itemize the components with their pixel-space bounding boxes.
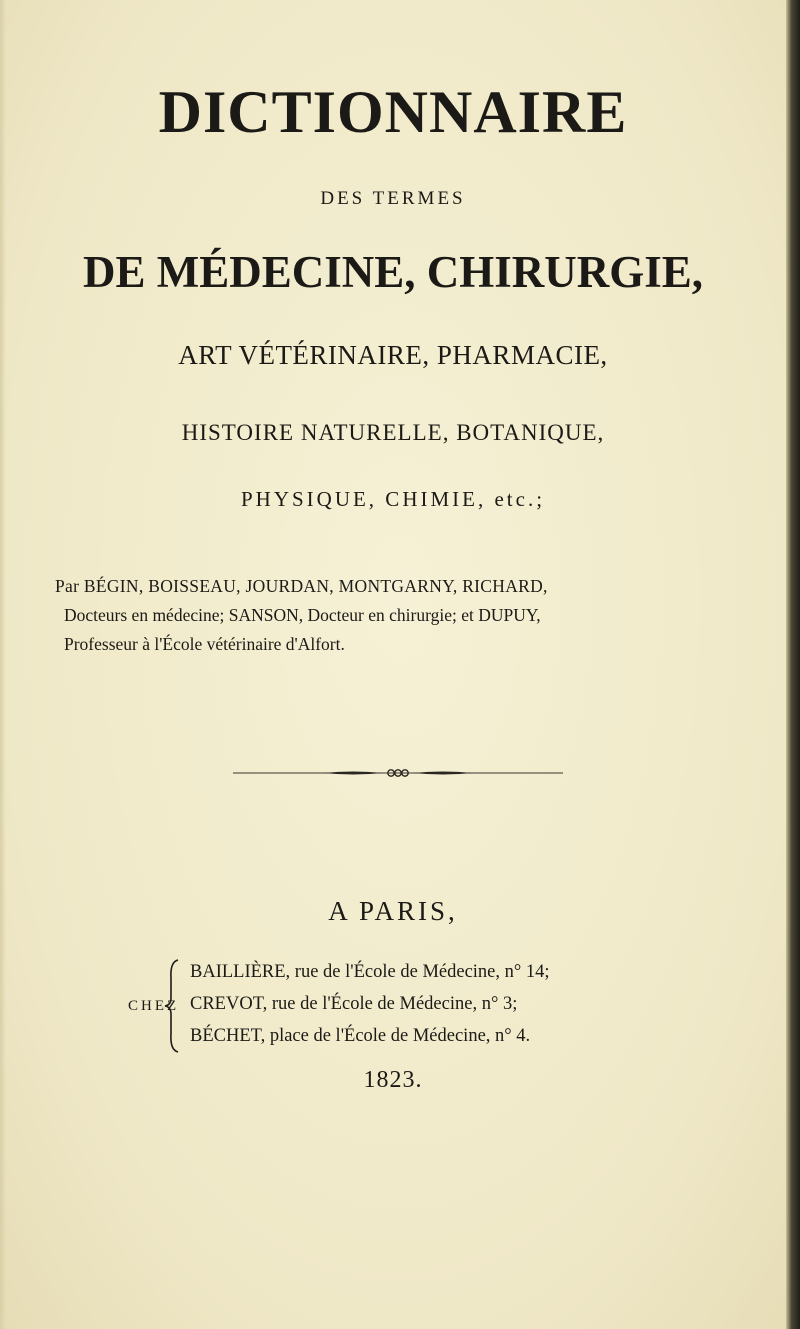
main-title: DICTIONNAIRE [158, 79, 628, 145]
subtitle: DES TERMES [320, 188, 466, 209]
heading-art-veterinaire: ART VÉTÉRINAIRE, PHARMACIE, [178, 340, 608, 370]
publishers-list [190, 956, 550, 1052]
publication-year: 1823. [363, 1067, 423, 1093]
publisher-bailliere: BAILLIÈRE, rue de l'École de Médecine, n° 14; [190, 962, 550, 982]
publisher-bechet: BÉCHET, place de l'École de Médecine, n° 4. [190, 1026, 531, 1046]
book-binding-edge [786, 0, 800, 1329]
heading-histoire-naturelle: HISTOIRE NATURELLE, BOTANIQUE, [181, 420, 605, 445]
authors-line-2: Docteurs en médecine; SANSON, Docteur en chirurgie; et DUPUY, [64, 605, 541, 625]
authors-block [55, 572, 775, 659]
ornament-rule [233, 768, 563, 778]
chez-label: CHEZ [128, 998, 180, 1014]
publisher-crevot: CREVOT, rue de l'École de Médecine, n° 3; [190, 994, 518, 1014]
heading-physique: PHYSIQUE, CHIMIE, etc.; [240, 487, 546, 511]
heading-medecine: DE MÉDECINE, CHIRURGIE, [82, 247, 704, 297]
authors-line-3: Professeur à l'École vétérinaire d'Alfort. [64, 634, 345, 654]
city-line: A PARIS, [328, 896, 458, 926]
brace-icon [164, 958, 180, 1054]
authors-line-1: Par BÉGIN, BOISSEAU, JOURDAN, MONTGARNY, RICHARD, [55, 576, 548, 596]
